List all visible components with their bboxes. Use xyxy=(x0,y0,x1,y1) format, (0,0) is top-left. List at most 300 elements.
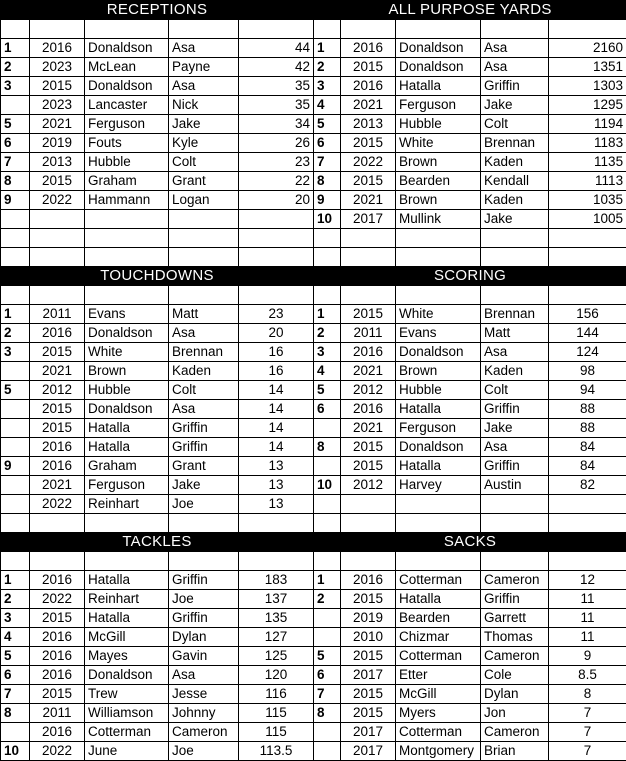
year-cell: 2021 xyxy=(30,362,85,381)
year-cell xyxy=(30,210,85,229)
stat-value-cell: 14 xyxy=(239,400,314,419)
last-name-cell: Donaldson xyxy=(396,343,481,362)
table-row xyxy=(1,609,626,628)
empty-cell xyxy=(169,552,239,571)
stat-value-cell: 13 xyxy=(239,495,314,514)
year-cell: 2021 xyxy=(341,419,396,438)
section-title-receptions: RECEPTIONS xyxy=(1,1,314,20)
year-cell: 2022 xyxy=(30,590,85,609)
empty-cell xyxy=(314,286,341,305)
last-name-cell: Reinhart xyxy=(85,495,169,514)
year-cell: 2016 xyxy=(341,77,396,96)
empty-cell xyxy=(169,248,239,267)
rank-cell xyxy=(1,229,30,248)
year-cell: 2015 xyxy=(30,609,85,628)
stat-value-cell: 1113 xyxy=(549,172,626,191)
table-row xyxy=(1,134,626,153)
year-cell: 2015 xyxy=(341,438,396,457)
rank-cell: 5 xyxy=(1,115,30,134)
last-name-cell xyxy=(85,210,169,229)
last-name-cell: Bearden xyxy=(396,172,481,191)
empty-cell xyxy=(30,20,85,39)
year-cell: 2011 xyxy=(30,704,85,723)
rank-cell: 10 xyxy=(1,742,30,761)
rank-cell: 3 xyxy=(1,609,30,628)
year-cell: 2023 xyxy=(30,96,85,115)
last-name-cell: Mayes xyxy=(85,647,169,666)
empty-cell xyxy=(549,248,626,267)
spacer-row xyxy=(1,514,626,533)
last-name-cell: McLean xyxy=(85,58,169,77)
last-name-cell: Hubble xyxy=(396,115,481,134)
first-name-cell: Kaden xyxy=(169,362,239,381)
last-name-cell: Brown xyxy=(85,362,169,381)
spacer-row xyxy=(1,552,626,571)
rank-cell: 1 xyxy=(1,39,30,58)
rank-cell: 9 xyxy=(1,457,30,476)
year-cell: 2016 xyxy=(30,571,85,590)
last-name-cell: Lancaster xyxy=(85,96,169,115)
empty-cell xyxy=(481,20,549,39)
first-name-cell: Colt xyxy=(169,381,239,400)
rank-cell: 3 xyxy=(1,343,30,362)
empty-cell xyxy=(85,514,169,533)
empty-cell xyxy=(341,514,396,533)
last-name-cell: Cotterman xyxy=(396,647,481,666)
stat-value-cell: 26 xyxy=(239,134,314,153)
section-header-row xyxy=(1,533,626,552)
stat-value-cell: 88 xyxy=(549,419,626,438)
rank-cell: 7 xyxy=(314,685,341,704)
stat-value-cell: 156 xyxy=(549,305,626,324)
rank-cell: 4 xyxy=(1,628,30,647)
last-name-cell: Bearden xyxy=(396,609,481,628)
table-row xyxy=(1,58,626,77)
stat-value-cell: 144 xyxy=(549,324,626,343)
rank-cell: 2 xyxy=(1,590,30,609)
rank-cell: 8 xyxy=(314,172,341,191)
empty-cell xyxy=(239,552,314,571)
stat-value-cell: 1183 xyxy=(549,134,626,153)
stat-value-cell: 124 xyxy=(549,343,626,362)
year-cell: 2015 xyxy=(341,172,396,191)
stat-value-cell: 2160 xyxy=(549,39,626,58)
table-row xyxy=(1,96,626,115)
rank-cell: 5 xyxy=(1,381,30,400)
rank-cell: 1 xyxy=(1,571,30,590)
last-name-cell: Ferguson xyxy=(396,96,481,115)
last-name-cell: Fouts xyxy=(85,134,169,153)
table-row xyxy=(1,457,626,476)
stat-value-cell: 98 xyxy=(549,362,626,381)
last-name-cell xyxy=(396,229,481,248)
year-cell: 2015 xyxy=(341,457,396,476)
stat-value-cell: 84 xyxy=(549,438,626,457)
first-name-cell: Gavin xyxy=(169,647,239,666)
last-name-cell: Chizmar xyxy=(396,628,481,647)
year-cell: 2019 xyxy=(341,609,396,628)
last-name-cell: Hatalla xyxy=(85,438,169,457)
rank-cell xyxy=(314,457,341,476)
stat-value-cell: 44 xyxy=(239,39,314,58)
rank-cell xyxy=(1,495,30,514)
stat-value-cell: 115 xyxy=(239,704,314,723)
empty-cell xyxy=(314,20,341,39)
first-name-cell: Asa xyxy=(481,39,549,58)
first-name-cell: Asa xyxy=(169,77,239,96)
rank-cell xyxy=(314,723,341,742)
last-name-cell: Hammann xyxy=(85,191,169,210)
rank-cell: 8 xyxy=(1,704,30,723)
table-row xyxy=(1,77,626,96)
year-cell: 2015 xyxy=(30,685,85,704)
rank-cell: 5 xyxy=(314,381,341,400)
first-name-cell: Jake xyxy=(481,210,549,229)
stat-value-cell: 16 xyxy=(239,343,314,362)
year-cell: 2016 xyxy=(30,666,85,685)
year-cell: 2016 xyxy=(30,723,85,742)
last-name-cell: Mullink xyxy=(396,210,481,229)
year-cell: 2016 xyxy=(30,438,85,457)
rank-cell: 6 xyxy=(314,134,341,153)
rank-cell: 7 xyxy=(1,153,30,172)
stat-value-cell: 1005 xyxy=(549,210,626,229)
year-cell: 2023 xyxy=(30,58,85,77)
year-cell: 2012 xyxy=(341,476,396,495)
empty-cell xyxy=(314,514,341,533)
last-name-cell: Hatalla xyxy=(85,609,169,628)
first-name-cell: Asa xyxy=(481,343,549,362)
first-name-cell: Colt xyxy=(481,115,549,134)
year-cell: 2017 xyxy=(341,723,396,742)
rank-cell: 7 xyxy=(1,685,30,704)
year-cell: 2015 xyxy=(341,58,396,77)
year-cell: 2016 xyxy=(30,39,85,58)
rank-cell: 5 xyxy=(314,647,341,666)
last-name-cell: Donaldson xyxy=(85,324,169,343)
year-cell: 2015 xyxy=(341,704,396,723)
last-name-cell: McGill xyxy=(396,685,481,704)
rank-cell: 5 xyxy=(314,115,341,134)
rank-cell: 1 xyxy=(314,571,341,590)
stat-value-cell: 35 xyxy=(239,96,314,115)
first-name-cell: Jake xyxy=(169,476,239,495)
first-name-cell: Colt xyxy=(481,381,549,400)
section-header-row xyxy=(1,1,626,20)
last-name-cell xyxy=(85,229,169,248)
stat-value-cell xyxy=(239,210,314,229)
stat-value-cell: 35 xyxy=(239,77,314,96)
last-name-cell: White xyxy=(396,134,481,153)
first-name-cell: Brian xyxy=(481,742,549,761)
table-row xyxy=(1,115,626,134)
last-name-cell: Graham xyxy=(85,172,169,191)
rank-cell xyxy=(314,609,341,628)
rank-cell: 6 xyxy=(1,666,30,685)
table-row xyxy=(1,400,626,419)
last-name-cell: White xyxy=(396,305,481,324)
table-row xyxy=(1,647,626,666)
last-name-cell: June xyxy=(85,742,169,761)
section-title-scoring: SCORING xyxy=(314,267,626,286)
stat-value-cell: 116 xyxy=(239,685,314,704)
first-name-cell: Matt xyxy=(481,324,549,343)
last-name-cell: Donaldson xyxy=(85,666,169,685)
empty-cell xyxy=(85,20,169,39)
year-cell: 2016 xyxy=(30,647,85,666)
last-name-cell: Trew xyxy=(85,685,169,704)
first-name-cell: Garrett xyxy=(481,609,549,628)
empty-cell xyxy=(314,552,341,571)
year-cell: 2016 xyxy=(341,571,396,590)
last-name-cell: Donaldson xyxy=(85,400,169,419)
table-row xyxy=(1,685,626,704)
rank-cell xyxy=(1,400,30,419)
first-name-cell: Griffin xyxy=(169,571,239,590)
rank-cell: 6 xyxy=(1,134,30,153)
rank-cell: 3 xyxy=(1,77,30,96)
empty-cell xyxy=(549,20,626,39)
last-name-cell: Cotterman xyxy=(396,571,481,590)
rank-cell: 2 xyxy=(314,58,341,77)
first-name-cell: Griffin xyxy=(169,609,239,628)
last-name-cell: Evans xyxy=(396,324,481,343)
year-cell: 2021 xyxy=(341,96,396,115)
year-cell: 2019 xyxy=(30,134,85,153)
table-row xyxy=(1,476,626,495)
year-cell: 2010 xyxy=(341,628,396,647)
first-name-cell: Joe xyxy=(169,742,239,761)
first-name-cell xyxy=(481,495,549,514)
stat-value-cell: 20 xyxy=(239,324,314,343)
first-name-cell: Thomas xyxy=(481,628,549,647)
rank-cell xyxy=(1,723,30,742)
rank-cell: 8 xyxy=(314,704,341,723)
last-name-cell: Graham xyxy=(85,457,169,476)
last-name-cell: Etter xyxy=(396,666,481,685)
first-name-cell: Joe xyxy=(169,590,239,609)
table-row xyxy=(1,628,626,647)
rank-cell: 4 xyxy=(314,362,341,381)
rank-cell: 8 xyxy=(1,172,30,191)
year-cell: 2011 xyxy=(30,305,85,324)
empty-cell xyxy=(396,20,481,39)
last-name-cell: Hatalla xyxy=(396,590,481,609)
last-name-cell: Hatalla xyxy=(396,77,481,96)
year-cell: 2013 xyxy=(30,153,85,172)
first-name-cell: Cameron xyxy=(169,723,239,742)
empty-cell xyxy=(1,286,30,305)
year-cell: 2017 xyxy=(341,742,396,761)
stat-value-cell: 1295 xyxy=(549,96,626,115)
last-name-cell: Reinhart xyxy=(85,590,169,609)
empty-cell xyxy=(239,286,314,305)
empty-cell xyxy=(549,286,626,305)
last-name-cell: Hatalla xyxy=(85,419,169,438)
year-cell: 2016 xyxy=(30,628,85,647)
last-name-cell: Ferguson xyxy=(396,419,481,438)
empty-cell xyxy=(481,552,549,571)
empty-cell xyxy=(314,248,341,267)
stat-value-cell: 14 xyxy=(239,381,314,400)
empty-cell xyxy=(30,552,85,571)
table-row xyxy=(1,571,626,590)
rank-cell xyxy=(314,742,341,761)
first-name-cell: Nick xyxy=(169,96,239,115)
table-row xyxy=(1,419,626,438)
spacer-row xyxy=(1,286,626,305)
year-cell: 2015 xyxy=(30,172,85,191)
rank-cell: 10 xyxy=(314,210,341,229)
table-row xyxy=(1,210,626,229)
rank-cell: 9 xyxy=(314,191,341,210)
last-name-cell: Ferguson xyxy=(85,115,169,134)
table-row xyxy=(1,666,626,685)
year-cell: 2015 xyxy=(30,77,85,96)
last-name-cell: Donaldson xyxy=(396,438,481,457)
rank-cell: 6 xyxy=(314,666,341,685)
first-name-cell: Brennan xyxy=(169,343,239,362)
year-cell: 2012 xyxy=(30,381,85,400)
stat-value-cell: 1035 xyxy=(549,191,626,210)
rank-cell: 3 xyxy=(314,77,341,96)
year-cell: 2021 xyxy=(341,362,396,381)
rank-cell: 7 xyxy=(314,153,341,172)
last-name-cell: Hubble xyxy=(85,153,169,172)
table-row xyxy=(1,229,626,248)
year-cell: 2022 xyxy=(30,191,85,210)
first-name-cell: Cole xyxy=(481,666,549,685)
stat-value-cell xyxy=(549,495,626,514)
table-row xyxy=(1,324,626,343)
first-name-cell: Dylan xyxy=(169,628,239,647)
first-name-cell: Joe xyxy=(169,495,239,514)
year-cell: 2016 xyxy=(341,343,396,362)
stat-value-cell: 82 xyxy=(549,476,626,495)
table-row xyxy=(1,438,626,457)
rank-cell: 1 xyxy=(314,305,341,324)
stat-value-cell: 20 xyxy=(239,191,314,210)
year-cell: 2016 xyxy=(30,457,85,476)
table-row xyxy=(1,362,626,381)
section-title-tackles: TACKLES xyxy=(1,533,314,552)
first-name-cell: Jesse xyxy=(169,685,239,704)
empty-cell xyxy=(481,248,549,267)
stat-value-cell: 14 xyxy=(239,438,314,457)
empty-cell xyxy=(341,286,396,305)
stat-value-cell xyxy=(239,229,314,248)
first-name-cell: Kaden xyxy=(481,362,549,381)
year-cell: 2021 xyxy=(341,191,396,210)
empty-cell xyxy=(169,286,239,305)
stat-value-cell: 7 xyxy=(549,704,626,723)
table-row xyxy=(1,495,626,514)
stat-value-cell: 9 xyxy=(549,647,626,666)
first-name-cell: Brennan xyxy=(481,134,549,153)
rank-cell: 2 xyxy=(314,590,341,609)
year-cell: 2017 xyxy=(341,666,396,685)
stat-value-cell: 13 xyxy=(239,476,314,495)
section-title-touchdowns: TOUCHDOWNS xyxy=(1,267,314,286)
year-cell: 2017 xyxy=(341,210,396,229)
empty-cell xyxy=(85,248,169,267)
first-name-cell: Jake xyxy=(169,115,239,134)
first-name-cell: Asa xyxy=(169,400,239,419)
stat-value-cell: 8.5 xyxy=(549,666,626,685)
table-row xyxy=(1,704,626,723)
last-name-cell: Brown xyxy=(396,191,481,210)
rank-cell xyxy=(314,419,341,438)
first-name-cell: Griffin xyxy=(481,590,549,609)
year-cell: 2012 xyxy=(341,381,396,400)
year-cell: 2015 xyxy=(341,685,396,704)
rank-cell: 5 xyxy=(1,647,30,666)
first-name-cell: Jon xyxy=(481,704,549,723)
first-name-cell: Payne xyxy=(169,58,239,77)
stat-value-cell: 127 xyxy=(239,628,314,647)
rank-cell xyxy=(1,96,30,115)
last-name-cell: White xyxy=(85,343,169,362)
first-name-cell: Griffin xyxy=(481,400,549,419)
empty-cell xyxy=(1,552,30,571)
first-name-cell: Asa xyxy=(169,666,239,685)
last-name-cell: Brown xyxy=(396,153,481,172)
empty-cell xyxy=(396,514,481,533)
table-row xyxy=(1,590,626,609)
first-name-cell: Grant xyxy=(169,457,239,476)
last-name-cell: Donaldson xyxy=(396,39,481,58)
empty-cell xyxy=(1,20,30,39)
rank-cell xyxy=(314,495,341,514)
empty-cell xyxy=(30,286,85,305)
last-name-cell: Hatalla xyxy=(396,457,481,476)
first-name-cell: Asa xyxy=(481,438,549,457)
rank-cell: 4 xyxy=(314,96,341,115)
first-name-cell: Johnny xyxy=(169,704,239,723)
last-name-cell xyxy=(396,495,481,514)
empty-cell xyxy=(396,552,481,571)
first-name-cell: Austin xyxy=(481,476,549,495)
stat-value-cell: 135 xyxy=(239,609,314,628)
stat-value-cell xyxy=(549,229,626,248)
table-row xyxy=(1,742,626,761)
last-name-cell: Hubble xyxy=(85,381,169,400)
first-name-cell: Colt xyxy=(169,153,239,172)
year-cell: 2016 xyxy=(341,39,396,58)
first-name-cell: Logan xyxy=(169,191,239,210)
table-row xyxy=(1,343,626,362)
first-name-cell: Griffin xyxy=(169,419,239,438)
first-name-cell: Jake xyxy=(481,96,549,115)
last-name-cell: Hubble xyxy=(396,381,481,400)
empty-cell xyxy=(341,20,396,39)
year-cell: 2013 xyxy=(341,115,396,134)
spacer-row xyxy=(1,20,626,39)
last-name-cell: Hatalla xyxy=(85,571,169,590)
last-name-cell: McGill xyxy=(85,628,169,647)
rank-cell xyxy=(1,476,30,495)
rank-cell: 2 xyxy=(1,324,30,343)
stat-value-cell: 1303 xyxy=(549,77,626,96)
first-name-cell: Brennan xyxy=(481,305,549,324)
stat-value-cell: 11 xyxy=(549,628,626,647)
first-name-cell: Matt xyxy=(169,305,239,324)
year-cell: 2015 xyxy=(30,419,85,438)
stat-value-cell: 94 xyxy=(549,381,626,400)
stat-value-cell: 8 xyxy=(549,685,626,704)
stat-value-cell: 125 xyxy=(239,647,314,666)
table-row xyxy=(1,191,626,210)
